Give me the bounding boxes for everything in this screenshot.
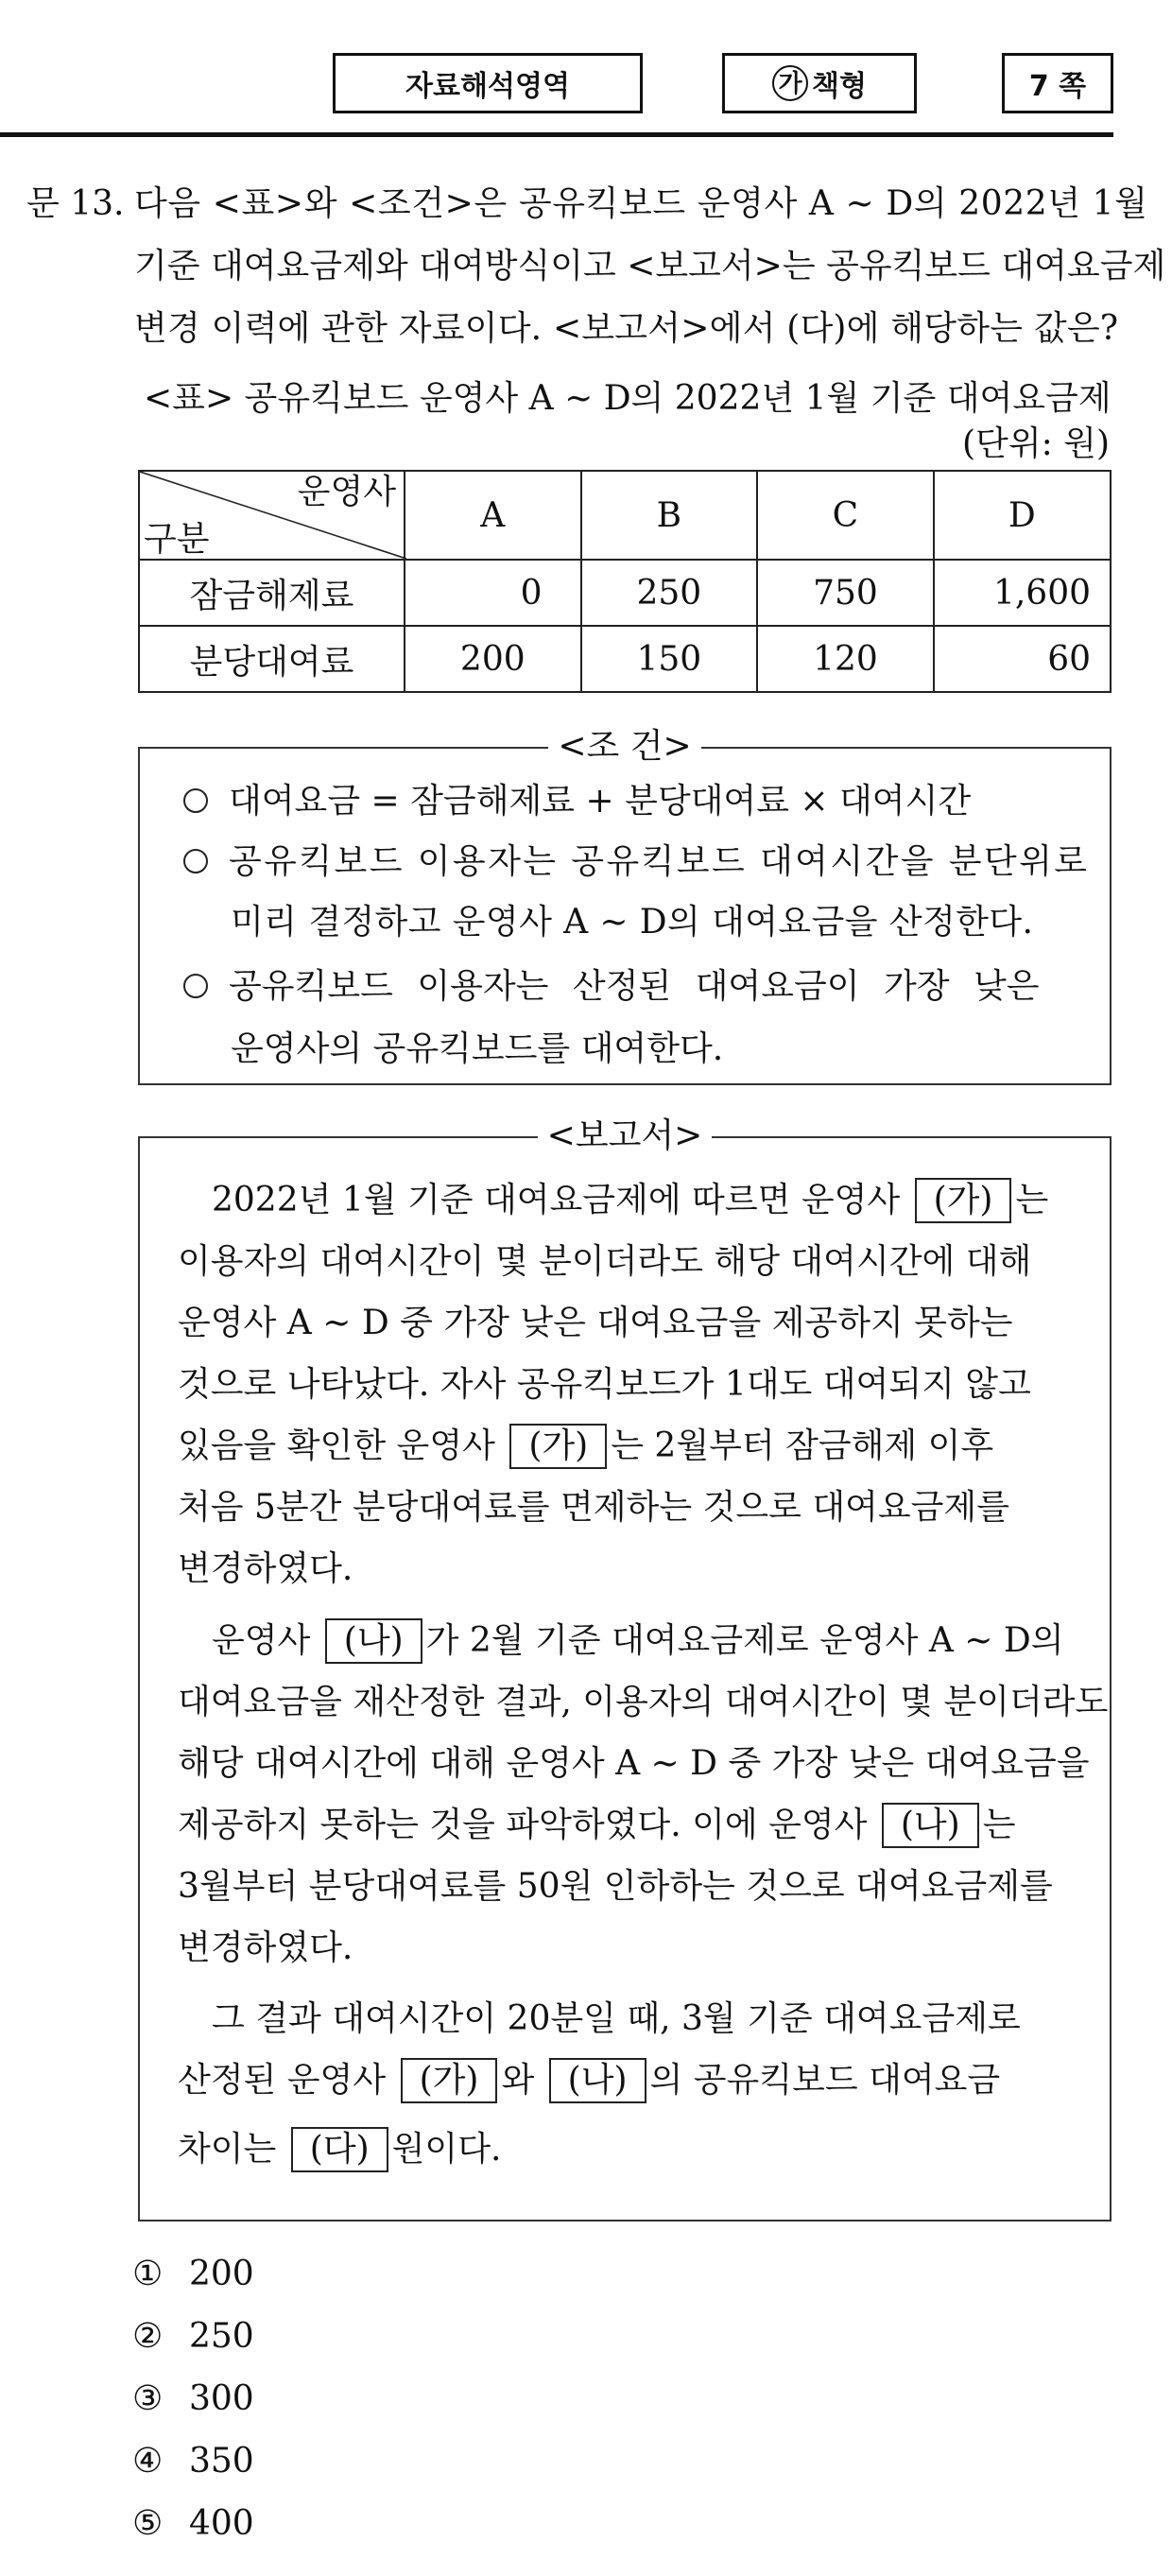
report-text: 운영사 (212, 1621, 311, 1660)
option-value: 300 (189, 2379, 254, 2418)
bullet-circle-icon (183, 788, 208, 813)
blank-na: (나) (549, 2058, 646, 2103)
table-cell: 120 (757, 626, 934, 692)
condition-item-2 (183, 834, 1089, 890)
table-cell: 150 (581, 626, 758, 692)
report-line-10: 해당 대여시간에 대해 운영사 A ~ D 중 가장 낮은 대여요금을 (178, 1744, 1090, 1783)
option-number: ③ (132, 2379, 164, 2418)
report-text: 가 2월 기준 대여요금제로 운영사 A ~ D의 (425, 1621, 1064, 1660)
option-number: ④ (132, 2442, 164, 2481)
corner-top-label: 운영사 (297, 473, 396, 511)
table-corner-cell (139, 471, 405, 560)
option-number: ⑤ (132, 2504, 164, 2543)
blank-na: (나) (325, 1618, 422, 1664)
condition-text: 공유킥보드 이용자는 산정된 대여요금이 가장 낮은 (229, 967, 1040, 1006)
report-text: 차이는 (178, 2130, 277, 2169)
section-label (333, 53, 643, 113)
report-text: 는 2월부터 잠금해제 이후 (611, 1426, 994, 1465)
report-text: 있음을 확인한 운영사 (178, 1426, 495, 1465)
report-line-12: 3월부터 분당대여료를 50원 인하하는 것으로 대여요금제를 (178, 1867, 1053, 1906)
report-title (140, 1117, 1110, 1155)
answer-option-2[interactable] (132, 2310, 254, 2363)
report-line-4: 것으로 나타났다. 자사 공유킥보드가 1대도 대여되지 않고 (178, 1365, 1031, 1404)
report-line-14: 그 결과 대여시간이 20분일 때, 3월 기준 대여요금제로 (212, 1999, 1021, 2038)
answer-option-3[interactable] (132, 2373, 254, 2426)
report-line-15 (178, 2052, 1000, 2109)
column-header-d: D (934, 471, 1111, 560)
report-line-5 (178, 1418, 993, 1475)
booklet-mark-icon: 가 (772, 65, 808, 101)
report-text: 와 (501, 2061, 535, 2100)
bullet-circle-icon (183, 849, 208, 873)
condition-text: 공유킥보드 이용자는 공유킥보드 대여시간을 분단위로 (229, 842, 1090, 881)
booklet-type-label (722, 53, 917, 113)
report-line-2: 이용자의 대여시간이 몇 분이더라도 해당 대여시간에 대해 (178, 1242, 1032, 1281)
table-header-row (139, 471, 1111, 560)
table-cell: 60 (934, 626, 1111, 692)
corner-bottom-label: 구분 (144, 520, 210, 559)
answer-option-5[interactable] (132, 2498, 254, 2550)
report-line-13: 변경하였다. (178, 1928, 353, 1967)
question-line-2: 기준 대여요금제와 대여방식이고 <보고서>는 공유킥보드 대여요금제 (134, 247, 1166, 285)
question-line-3: 변경 이력에 관한 자료이다. <보고서>에서 (다)에 해당하는 값은? (134, 309, 1119, 348)
table-cell: 200 (405, 626, 581, 692)
column-header-c: C (757, 471, 934, 560)
condition-item-1 (183, 773, 971, 830)
condition-text: 대여요금 = 잠금해제료 + 분당대여료 × 대여시간 (229, 782, 972, 821)
table-cell: 250 (581, 560, 758, 626)
table-row (139, 626, 1111, 692)
column-header-b: B (581, 471, 758, 560)
report-text: 산정된 운영사 (178, 2061, 387, 2100)
conditions-title-text: <조 건> (548, 727, 700, 766)
report-title-text: <보고서> (538, 1116, 713, 1155)
option-value: 200 (189, 2255, 254, 2293)
blank-na: (나) (882, 1803, 979, 1848)
report-line-9: 대여요금을 재산정한 결과, 이용자의 대여시간이 몇 분이더라도 (178, 1683, 1109, 1721)
table-row (139, 560, 1111, 626)
report-text: 는 (1015, 1181, 1049, 1219)
table-cell: 1,600 (934, 560, 1111, 626)
table-cell: 750 (757, 560, 934, 626)
report-line-1 (212, 1172, 1048, 1229)
option-value: 400 (189, 2504, 254, 2543)
booklet-type-text: 책형 (812, 70, 867, 103)
question-number: 문 13. (26, 184, 125, 223)
report-line-3: 운영사 A ~ D 중 가장 낮은 대여요금을 제공하지 못하는 (178, 1304, 1013, 1342)
table-cell: 0 (405, 560, 581, 626)
blank-ga: (가) (401, 2058, 498, 2103)
table-unit: (단위: 원) (962, 424, 1110, 463)
conditions-title (140, 728, 1110, 766)
option-number: ① (132, 2255, 164, 2293)
blank-da: (다) (291, 2127, 388, 2172)
report-text: 제공하지 못하는 것을 파악하였다. 이에 운영사 (178, 1806, 868, 1844)
blank-ga: (가) (509, 1424, 607, 1469)
report-text: 는 (982, 1806, 1016, 1844)
page-number (1002, 53, 1113, 113)
option-value: 350 (189, 2442, 254, 2481)
answer-option-4[interactable] (132, 2435, 254, 2488)
condition-item-2-cont: 미리 결정하고 운영사 A ~ D의 대여요금을 산정한다. (231, 903, 1034, 942)
blank-ga: (가) (915, 1178, 1012, 1223)
answer-option-1[interactable] (132, 2248, 254, 2301)
report-line-6: 처음 5분간 분당대여료를 면제하는 것으로 대여요금제를 (178, 1488, 1009, 1527)
question-line-1: 다음 <표>와 <조건>은 공유킥보드 운영사 A ~ D의 2022년 1월 (134, 184, 1148, 223)
column-header-a: A (405, 471, 581, 560)
fee-table (138, 470, 1112, 693)
report-text: 원이다. (391, 2130, 502, 2169)
header-rule (0, 132, 1113, 137)
report-line-7: 변경하였다. (178, 1549, 353, 1588)
option-number: ② (132, 2317, 164, 2356)
option-value: 250 (189, 2317, 254, 2356)
report-line-11 (178, 1797, 1016, 1854)
condition-item-3-cont: 운영사의 공유킥보드를 대여한다. (231, 1029, 724, 1068)
bullet-circle-icon (183, 974, 208, 998)
report-text: 의 공유킥보드 대여요금 (649, 2061, 1001, 2100)
condition-item-3 (183, 959, 1040, 1015)
report-line-8 (212, 1613, 1064, 1669)
section-label-text: 자료해석영역 (405, 70, 570, 103)
report-text: 2022년 1월 기준 대여요금제에 따르면 운영사 (212, 1181, 901, 1219)
row-label: 잠금해제료 (139, 560, 405, 626)
row-label: 분당대여료 (139, 626, 405, 692)
table-title: <표> 공유킥보드 운영사 A ~ D의 2022년 1월 기준 대여요금제 (144, 379, 1112, 418)
report-line-16 (178, 2121, 501, 2178)
page-number-text: 7 쪽 (1028, 70, 1087, 103)
